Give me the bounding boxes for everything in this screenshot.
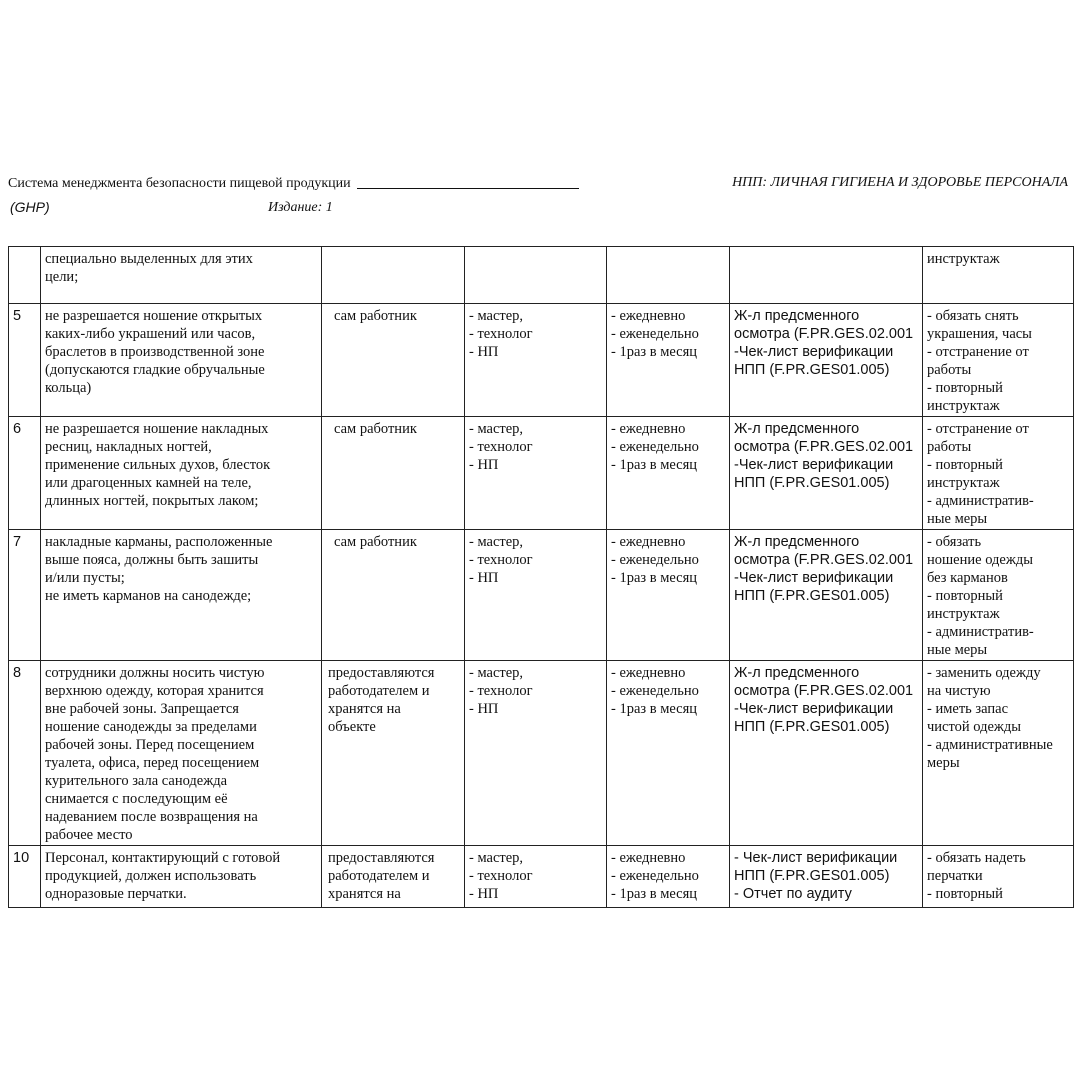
cell-line: объекте bbox=[328, 719, 376, 735]
cell-line: - НП bbox=[469, 570, 499, 586]
requirement-cell bbox=[41, 661, 322, 846]
cell-line: - НП bbox=[469, 701, 499, 717]
cell-line: сам работник bbox=[334, 421, 417, 437]
cell-line: - Отчет по аудиту bbox=[734, 886, 852, 902]
cell-line: предоставляются bbox=[328, 850, 435, 866]
cell-line: вне рабочей зоны. Запрещается bbox=[45, 701, 239, 717]
cell-line: накладные карманы, расположенные bbox=[45, 534, 273, 550]
cell-line: - 1раз в месяц bbox=[611, 570, 698, 586]
cell-line: хранятся на bbox=[328, 886, 401, 902]
cell-line: не иметь карманов на санодежде; bbox=[45, 588, 252, 604]
document-code: (GHP) bbox=[10, 199, 50, 215]
cell-line: сотрудники должны носить чистую bbox=[45, 665, 265, 681]
cell-line: - 1раз в месяц bbox=[611, 886, 698, 902]
records-cell bbox=[730, 304, 923, 417]
cell-line: каких-либо украшений или часов, bbox=[45, 326, 256, 342]
control-cell bbox=[465, 304, 607, 417]
cell-line: инструктаж bbox=[927, 398, 1000, 414]
requirement-cell bbox=[41, 304, 322, 417]
cell-line: - административные bbox=[927, 737, 1053, 753]
cell-line: туалета, офиса, перед посещением bbox=[45, 755, 260, 771]
cell-line: надеванием после возвращения на bbox=[45, 809, 258, 825]
row-number: 7 bbox=[9, 530, 41, 661]
cell-line: инструктаж bbox=[927, 475, 1000, 491]
cell-line: работы bbox=[927, 362, 972, 378]
cell-line: сам работник bbox=[334, 308, 417, 324]
cell-line: - ежедневно bbox=[611, 308, 686, 324]
control-cell bbox=[465, 417, 607, 530]
actions-cell bbox=[923, 661, 1074, 846]
table-row bbox=[9, 417, 1074, 530]
cell-line: - иметь запас bbox=[927, 701, 1009, 717]
cell-line: НПП (F.PR.GES01.005) bbox=[734, 588, 890, 604]
frequency-cell bbox=[607, 846, 730, 908]
cell-line: длинных ногтей, покрытых лаком; bbox=[45, 493, 259, 509]
responsible-cell bbox=[322, 417, 465, 530]
responsible-cell bbox=[322, 846, 465, 908]
cell-line: - технолог bbox=[469, 439, 533, 455]
row-number: 6 bbox=[9, 417, 41, 530]
system-title: Система менеджмента безопасности пищевой продукции bbox=[8, 176, 579, 192]
frequency-cell bbox=[607, 247, 730, 304]
cell-line: - ежедневно bbox=[611, 534, 686, 550]
cell-line: выше пояса, должны быть зашиты bbox=[45, 552, 259, 568]
cell-line: - НП bbox=[469, 886, 499, 902]
cell-line: или драгоценных камней на теле, bbox=[45, 475, 252, 491]
hygiene-requirements-table bbox=[8, 246, 1074, 908]
cell-line: не разрешается ношение открытых bbox=[45, 308, 263, 324]
cell-line: ношение одежды bbox=[927, 552, 1033, 568]
records-cell bbox=[730, 417, 923, 530]
cell-line: сам работник bbox=[334, 534, 417, 550]
cell-line: Ж-л предсменного bbox=[734, 308, 860, 324]
table-row bbox=[9, 846, 1074, 908]
cell-line: браслетов в производственной зоне bbox=[45, 344, 265, 360]
row-number: 10 bbox=[9, 846, 41, 908]
cell-line: без карманов bbox=[927, 570, 1008, 586]
cell-line: меры bbox=[927, 755, 960, 771]
row-number: 5 bbox=[9, 304, 41, 417]
frequency-cell bbox=[607, 417, 730, 530]
cell-line: предоставляются bbox=[328, 665, 435, 681]
cell-line: курительного зала санодежда bbox=[45, 773, 228, 789]
actions-cell bbox=[923, 846, 1074, 908]
cell-line: Персонал, контактирующий с готовой bbox=[45, 850, 281, 866]
cell-line: НПП (F.PR.GES01.005) bbox=[734, 362, 890, 378]
cell-line: ношение санодежды за пределами bbox=[45, 719, 257, 735]
actions-cell bbox=[923, 304, 1074, 417]
cell-line: продукцией, должен использовать bbox=[45, 868, 257, 884]
cell-line: снимается с последующим её bbox=[45, 791, 228, 807]
cell-line: - НП bbox=[469, 344, 499, 360]
cell-line: перчатки bbox=[927, 868, 983, 884]
cell-line: инструктаж bbox=[927, 606, 1000, 622]
control-cell bbox=[465, 846, 607, 908]
cell-line: - административ- bbox=[927, 493, 1034, 509]
requirement-cell bbox=[41, 417, 322, 530]
cell-line: - повторный bbox=[927, 886, 1003, 902]
records-cell bbox=[730, 247, 923, 304]
responsible-cell bbox=[322, 661, 465, 846]
cell-line: - повторный bbox=[927, 588, 1003, 604]
cell-line: ресниц, накладных ногтей, bbox=[45, 439, 212, 455]
cell-line: - еженедельно bbox=[611, 326, 699, 342]
cell-line: - ежедневно bbox=[611, 850, 686, 866]
cell-line: - ежедневно bbox=[611, 421, 686, 437]
requirement-cell bbox=[41, 846, 322, 908]
cell-line: чистой одежды bbox=[927, 719, 1022, 735]
cell-line: кольца) bbox=[45, 380, 92, 396]
records-cell bbox=[730, 846, 923, 908]
cell-line: работы bbox=[927, 439, 972, 455]
cell-line: - обязать снять bbox=[927, 308, 1019, 324]
cell-line: и/или пусты; bbox=[45, 570, 125, 586]
cell-line: - обязать bbox=[927, 534, 982, 550]
cell-line: одноразовые перчатки. bbox=[45, 886, 187, 902]
cell-line: - еженедельно bbox=[611, 552, 699, 568]
cell-line: работодателем и bbox=[328, 868, 430, 884]
cell-line: - мастер, bbox=[469, 534, 524, 550]
cell-line: - обязать надеть bbox=[927, 850, 1026, 866]
records-cell bbox=[730, 530, 923, 661]
cell-line: - отстранение от bbox=[927, 344, 1029, 360]
cell-line: - еженедельно bbox=[611, 868, 699, 884]
frequency-cell bbox=[607, 661, 730, 846]
cell-line: - технолог bbox=[469, 683, 533, 699]
cell-line: специально выделенных для этих bbox=[45, 251, 253, 267]
cell-line: НПП (F.PR.GES01.005) bbox=[734, 719, 890, 735]
edition-label: Издание: 1 bbox=[268, 200, 333, 215]
cell-line: - еженедельно bbox=[611, 683, 699, 699]
cell-line: - 1раз в месяц bbox=[611, 344, 698, 360]
cell-line: осмотра (F.PR.GES.02.001 bbox=[734, 326, 914, 342]
cell-line: - мастер, bbox=[469, 308, 524, 324]
cell-line: - мастер, bbox=[469, 850, 524, 866]
cell-line: - заменить одежду bbox=[927, 665, 1041, 681]
cell-line: - технолог bbox=[469, 326, 533, 342]
cell-line: осмотра (F.PR.GES.02.001 bbox=[734, 683, 914, 699]
cell-line: - Чек-лист верификации bbox=[734, 850, 898, 866]
cell-line: Ж-л предсменного bbox=[734, 421, 860, 437]
table-row bbox=[9, 661, 1074, 846]
cell-line: осмотра (F.PR.GES.02.001 bbox=[734, 552, 914, 568]
cell-line: -Чек-лист верификации bbox=[734, 701, 894, 717]
cell-line: рабочей зоны. Перед посещением bbox=[45, 737, 255, 753]
row-number bbox=[9, 247, 41, 304]
signature-line bbox=[357, 188, 579, 189]
cell-line: -Чек-лист верификации bbox=[734, 570, 894, 586]
row-number: 8 bbox=[9, 661, 41, 846]
cell-line: применение сильных духов, блесток bbox=[45, 457, 271, 473]
cell-line: НПП (F.PR.GES01.005) bbox=[734, 475, 890, 491]
cell-line: - мастер, bbox=[469, 665, 524, 681]
cell-line: -Чек-лист верификации bbox=[734, 457, 894, 473]
cell-line: - технолог bbox=[469, 868, 533, 884]
responsible-cell bbox=[322, 304, 465, 417]
cell-line: рабочее место bbox=[45, 827, 133, 843]
responsible-cell bbox=[322, 530, 465, 661]
cell-line: осмотра (F.PR.GES.02.001 bbox=[734, 439, 914, 455]
cell-line: - технолог bbox=[469, 552, 533, 568]
cell-line: цели; bbox=[45, 269, 79, 285]
records-cell bbox=[730, 661, 923, 846]
cell-line: - повторный bbox=[927, 380, 1003, 396]
cell-line: Ж-л предсменного bbox=[734, 665, 860, 681]
cell-line: ные меры bbox=[927, 511, 988, 527]
cell-line: - еженедельно bbox=[611, 439, 699, 455]
cell-line: - отстранение от bbox=[927, 421, 1029, 437]
control-cell bbox=[465, 661, 607, 846]
cell-line: - НП bbox=[469, 457, 499, 473]
cell-line: - мастер, bbox=[469, 421, 524, 437]
cell-line: инструктаж bbox=[927, 251, 1000, 267]
cell-line: верхнюю одежду, которая хранится bbox=[45, 683, 264, 699]
requirement-cell bbox=[41, 530, 322, 661]
cell-line: украшения, часы bbox=[927, 326, 1032, 342]
requirement-cell bbox=[41, 247, 322, 304]
table-row bbox=[9, 530, 1074, 661]
control-cell bbox=[465, 530, 607, 661]
actions-cell bbox=[923, 247, 1074, 304]
cell-line: - 1раз в месяц bbox=[611, 457, 698, 473]
frequency-cell bbox=[607, 304, 730, 417]
frequency-cell bbox=[607, 530, 730, 661]
cell-line: работодателем и bbox=[328, 683, 430, 699]
actions-cell bbox=[923, 530, 1074, 661]
cell-line: - 1раз в месяц bbox=[611, 701, 698, 717]
cell-line: не разрешается ношение накладных bbox=[45, 421, 269, 437]
table-row bbox=[9, 304, 1074, 417]
actions-cell bbox=[923, 417, 1074, 530]
control-cell bbox=[465, 247, 607, 304]
cell-line: -Чек-лист верификации bbox=[734, 344, 894, 360]
cell-line: НПП (F.PR.GES01.005) bbox=[734, 868, 890, 884]
cell-line: на чистую bbox=[927, 683, 991, 699]
responsible-cell bbox=[322, 247, 465, 304]
cell-line: хранятся на bbox=[328, 701, 401, 717]
cell-line: - административ- bbox=[927, 624, 1034, 640]
cell-line: ные меры bbox=[927, 642, 988, 658]
table-row bbox=[9, 247, 1074, 304]
cell-line: - повторный bbox=[927, 457, 1003, 473]
cell-line: - ежедневно bbox=[611, 665, 686, 681]
document-title: НПП: ЛИЧНАЯ ГИГИЕНА И ЗДОРОВЬЕ ПЕРСОНАЛА bbox=[732, 175, 1068, 190]
cell-line: (допускаются гладкие обручальные bbox=[45, 362, 265, 378]
cell-line: Ж-л предсменного bbox=[734, 534, 860, 550]
